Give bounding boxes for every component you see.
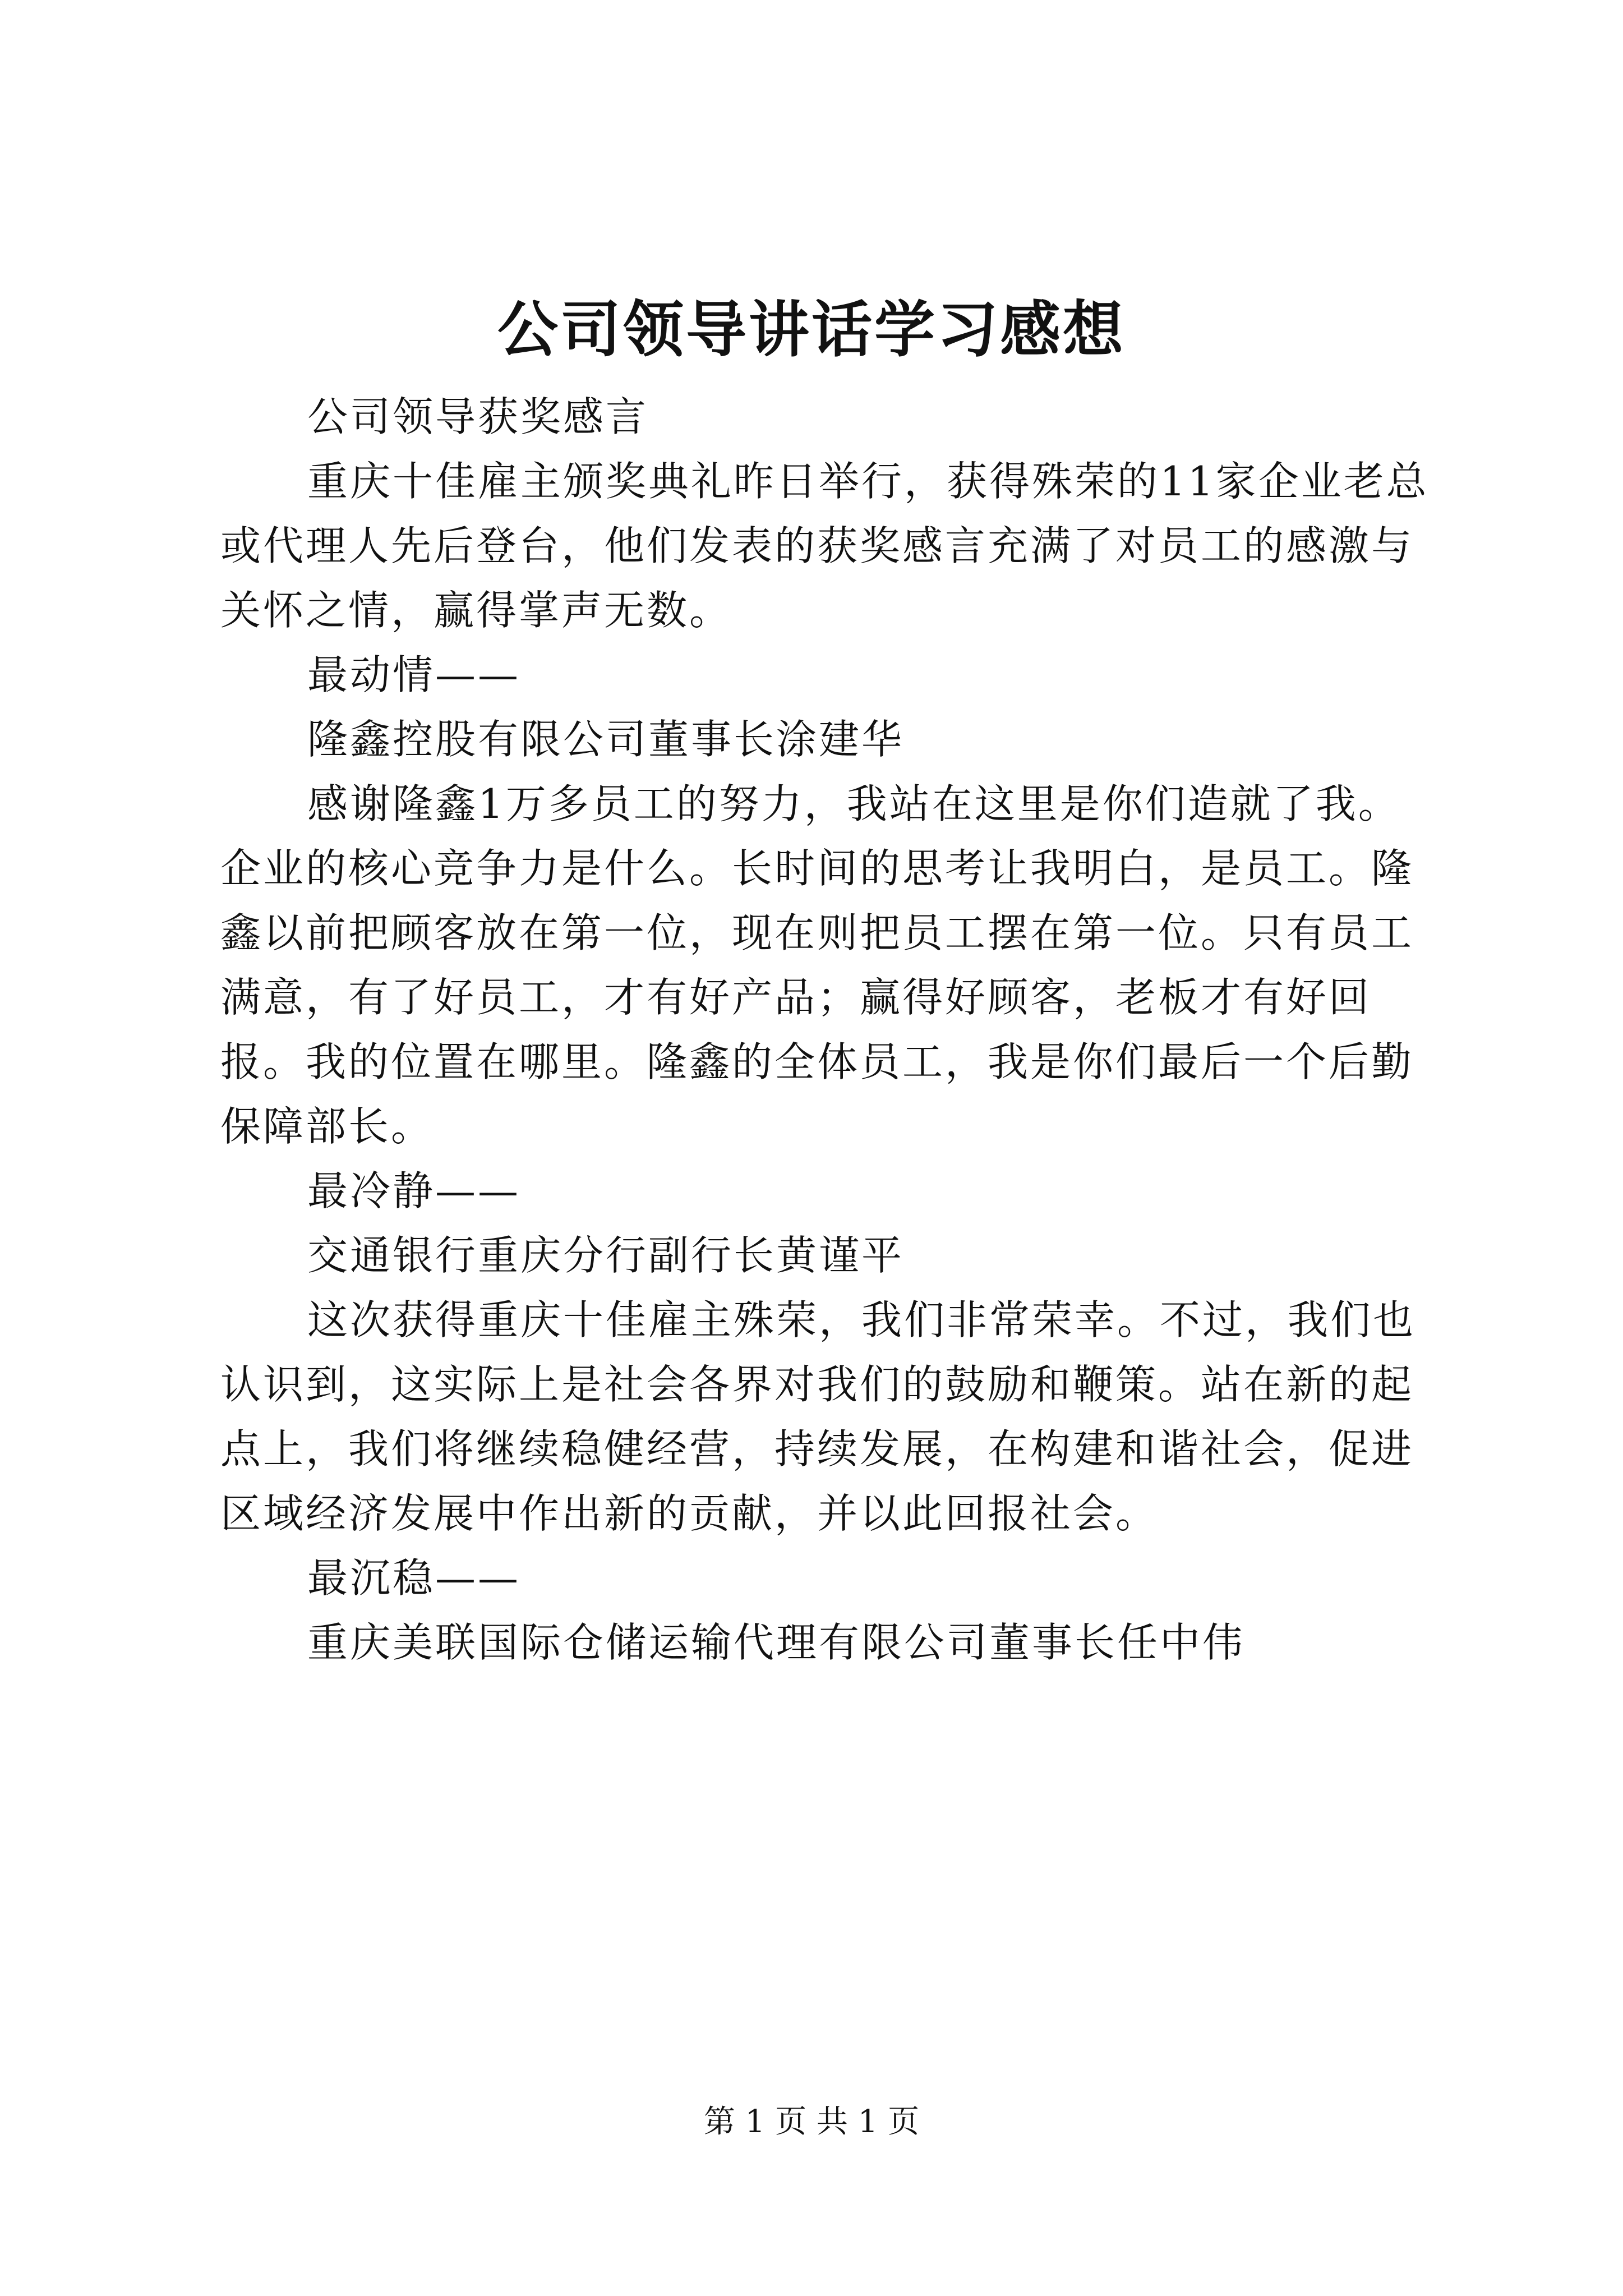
paragraph-speaker: 交通银行重庆分行副行长黄谨平 xyxy=(307,1232,905,1279)
paragraph-label: 最沉稳—— xyxy=(307,1554,521,1602)
document-body xyxy=(220,385,1432,1675)
paragraph-heading: 公司领导获奖感言 xyxy=(307,393,649,440)
paragraph: 感谢隆鑫1万多员工的努力，我站在这里是你们造就了我。企业的核心竞争力是什么。长时间的思考让我明白，是员工。隆鑫以前把顾客放在第一位，现在则把员工摆在第一位。只有员工满意，有了好员工，才有好产品；赢得好顾客，老板才有好回报。我的位置在哪里。隆鑫的全体员工，我是你们最后一个后勤保障部长。 xyxy=(220,780,1414,1150)
page-footer: 第 1 页 共 1 页 xyxy=(703,2104,920,2140)
paragraph-speaker: 隆鑫控股有限公司董事长涂建华 xyxy=(307,716,905,763)
paragraph: 这次获得重庆十佳雇主殊荣，我们非常荣幸。不过，我们也认识到，这实际上是社会各界对我们的鼓励和鞭策。站在新的起点上，我们将继续稳健经营，持续发展，在构建和谐社会，促进区域经济发展中作出新的贡献，并以此回报社会。 xyxy=(220,1296,1416,1537)
paragraph-label: 最冷静—— xyxy=(307,1167,521,1214)
paragraph-speaker: 重庆美联国际仓储运输代理有限公司董事长任中伟 xyxy=(307,1619,1246,1666)
paragraph-label: 最动情—— xyxy=(307,651,521,698)
document-title: 公司领导讲话学习感想 xyxy=(497,295,1126,365)
paragraph: 重庆十佳雇主颁奖典礼昨日举行，获得殊荣的11家企业老总或代理人先后登台，他们发表的获奖感言充满了对员工的感激与关怀之情，赢得掌声无数。 xyxy=(220,458,1429,634)
